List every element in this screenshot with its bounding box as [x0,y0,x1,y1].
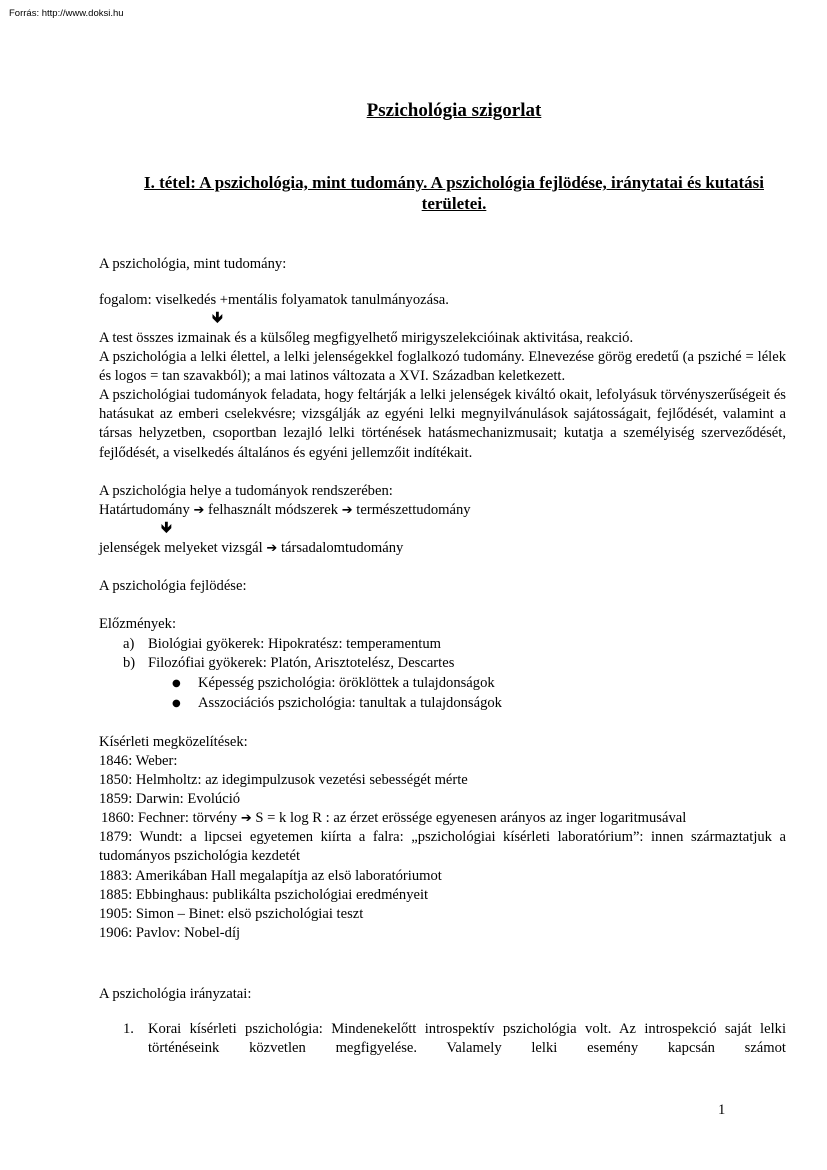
arrow-down-icon: 🡻 [161,518,172,536]
phenomena-chain-row [99,539,403,558]
arrow-right-icon: ➔ [341,503,353,518]
chain-item: társadalomtudomány [280,540,404,556]
chain-item: jelenségek melyeket vizsgál [99,540,263,556]
bullet-icon: ● [172,678,181,689]
source-note: Forrás: http://www.doksi.hu [9,8,124,19]
page-number: 1 [718,1102,726,1118]
list-marker-b: b) [123,655,136,671]
list-item-early-experimental: Korai kísérleti pszichológia: Mindenekelőtt introspektív pszichológia volt. Az introspekció saját lelki történéseink közvetlen megfigyelése. Valamely lelki esemény kapcsán számot [148,1021,786,1057]
document-title: Pszichológia szigorlat [366,100,542,121]
timeline-entry-fechner [101,809,686,828]
list-item-biological: Biológiai gyökerek: Hipokratész: temperamentum [148,636,442,652]
timeline-entry-wundt: 1879: Wundt: a lipcsei egyetemen kiírta a falra: „pszichológiai kísérleti laboratórium”: innen származtatjuk a tudományos pszichológia kezdetét [99,829,786,865]
bullet-icon: ● [172,698,181,709]
list-item-philosophical: Filozófiai gyökerek: Platón, Arisztotelész, Descartes [148,655,455,671]
timeline-entry: 1850: Helmholtz: az idegimpulzusok vezetési sebességét mérte [99,772,468,788]
section-heading-science: A pszichológia, mint tudomány: [99,256,287,272]
fechner-label: 1860: Fechner: törvény [101,810,238,826]
chain-item: természettudomány [356,502,471,518]
arrow-down-icon: 🡻 [212,308,223,326]
experimental-heading: Kísérleti megközelítések: [99,734,248,750]
antecedents-heading: Előzmények: [99,616,176,632]
bullet-item: Asszociációs pszichológia: tanultak a tulajdonságok [198,695,502,711]
timeline-entry: 1905: Simon – Binet: elsö pszichológiai teszt [99,906,364,922]
arrow-right-icon: ➔ [240,811,252,826]
thesis-title: I. tétel: A pszichológia, mint tudomány. A pszichológia fejlödése, iránytatai és kutatási területei. [143,173,765,213]
timeline-entry: 1885: Ebbinghaus: publikálta pszichológiai eredményeit [99,887,429,903]
section-heading-development: A pszichológia fejlödése: [99,578,247,594]
list-marker-1: 1. [123,1021,134,1037]
paragraph-definition: A pszichológia a lelki élettel, a lelki jelenségekkel foglalkozó tudomány. Elnevezése görög eredetű (a psziché = lélek és logos = tan szavakból); a mai latinos változata a XVI. Században keletkezett. [99,349,786,385]
timeline-entry: 1906: Pavlov: Nobel-díj [99,925,241,941]
list-marker-a: a) [123,636,135,652]
chain-item: felhasznált módszerek [208,502,339,518]
fechner-law: S = k log R : az érzet erössége egyenesen arányos az inger logaritmusával [255,810,687,826]
timeline-entry: 1846: Weber: [99,753,178,769]
bullet-item: Képesség pszichológia: öröklöttek a tulajdonságok [198,675,495,691]
paragraph-tasks: A pszichológiai tudományok feladata, hogy feltárják a lelki jelenségek kiváltó okait, lefolyásuk törvényszerűségeit és hatásukat az emberi cselekvésre; vizsgálják az egyéni lelki megnyilvánulások sajátosságait, fejlődését, valamint a társas helyzetben, csoportban lezajló lelki történések hatásmechanizmusait; kutatja a személyiség szerveződését, fejlődését, a viselkedés általános és egyéni jellemzőit indítékait. [99,387,786,461]
timeline-entry: 1859: Darwin: Evolúció [99,791,241,807]
science-chain-row [99,501,471,520]
definition-line: fogalom: viselkedés +mentális folyamatok tanulmányozása. [99,292,449,308]
place-heading: A pszichológia helye a tudományok rendszerében: [99,483,393,499]
arrow-right-icon: ➔ [266,541,278,556]
timeline-entry: 1883: Amerikában Hall megalapítja az elsö laboratóriumot [99,868,442,884]
arrow-right-icon: ➔ [193,503,205,518]
chain-item: Határtudomány [99,502,190,518]
paragraph-reaction: A test összes izmainak és a külsőleg megfigyelhető mirigyszelekcióinak aktivitása, reakció. [99,330,634,346]
section-heading-directions: A pszichológia irányzatai: [99,986,252,1002]
